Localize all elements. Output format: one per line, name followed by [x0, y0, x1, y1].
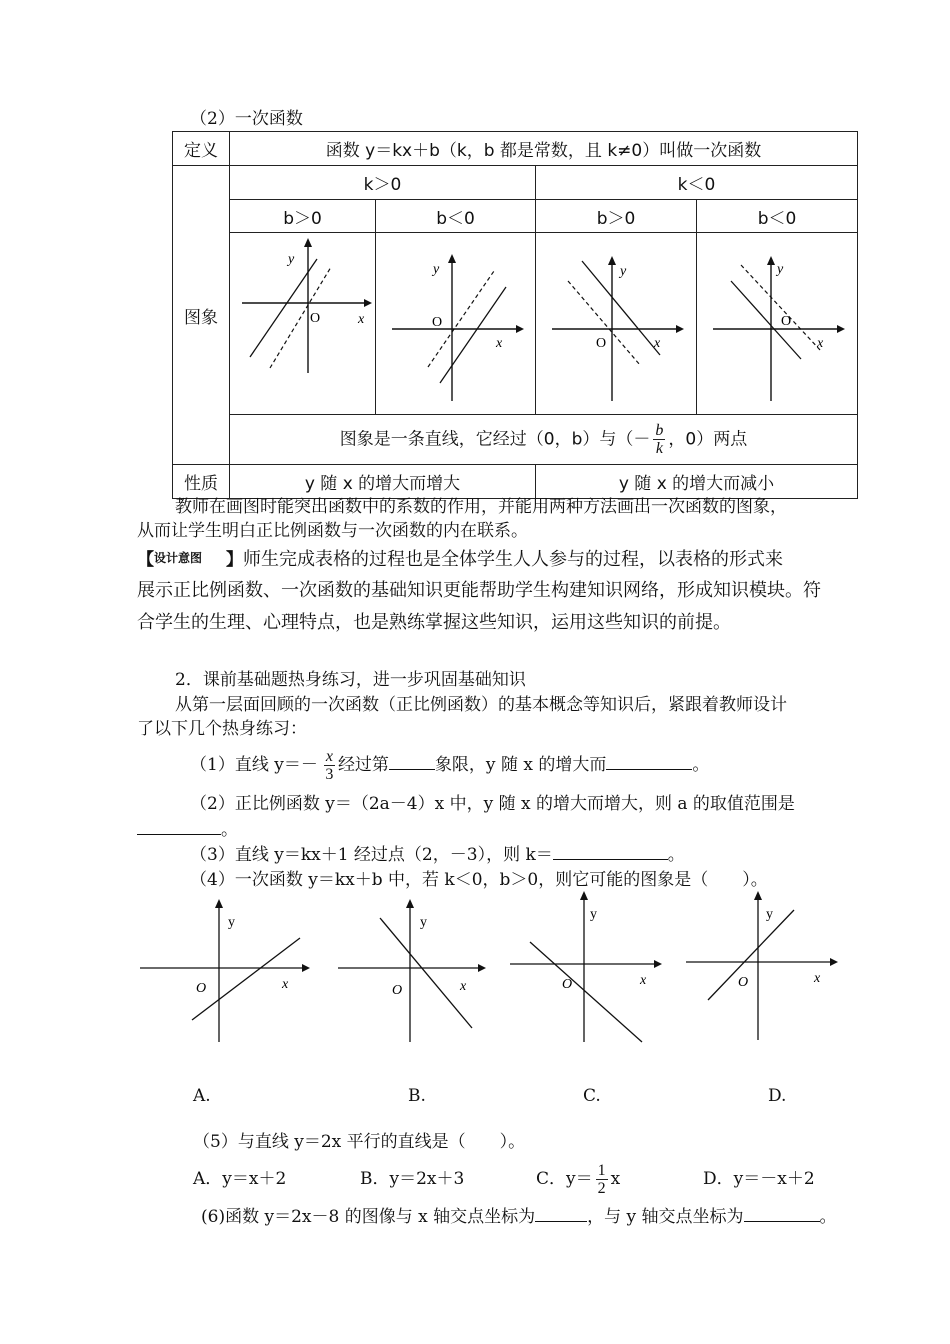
svg-text:O: O	[562, 977, 573, 992]
paragraph-line: 从第一层面回顾的一次函数（正比例函数）的基本概念等知识后，紧跟着教师设计	[175, 695, 787, 715]
option-b-graph	[338, 899, 486, 1042]
linear-function-table	[172, 131, 858, 499]
one-half-fraction: $\frac{1}{2}$	[597, 1162, 606, 1197]
svg-text:x: x	[496, 336, 503, 351]
svg-text:O: O	[432, 315, 443, 330]
svg-text:y: y	[777, 262, 784, 277]
question-4-options-graphs	[130, 890, 860, 1050]
svg-text:y: y	[590, 907, 597, 922]
question-6: (6)函数 y＝2x－8 的图像与 x 轴交点坐标为 ，与 y 轴交点坐标为 。	[201, 1207, 837, 1227]
svg-text:x: x	[460, 979, 467, 994]
graph-kpos-bpos	[230, 233, 376, 415]
question-1: （1）直线 y＝－ $\frac{x}{3}$ 经过第 象限，y 随 x 的增大而 。	[190, 748, 710, 783]
k-positive-header: k＞0	[230, 166, 536, 200]
answer-blank[interactable]	[137, 818, 221, 835]
design-intent-line: 【$^{设计意图}$ 】师生完成表格的过程也是全体学生人人参与的过程，以表格的形式来	[137, 549, 784, 570]
svg-text:O: O	[310, 311, 321, 326]
definition-label: 定义	[173, 132, 230, 166]
q5-option-c[interactable]: C．y＝ $\frac{1}{2}$ x	[536, 1162, 621, 1197]
svg-text:O: O	[738, 975, 749, 990]
answer-blank[interactable]	[606, 753, 692, 770]
svg-text:y: y	[420, 915, 427, 930]
q5-option-a[interactable]: A．y＝x＋2	[193, 1169, 287, 1189]
svg-text:x: x	[814, 971, 821, 986]
q5-option-d[interactable]: D．y＝－x＋2	[703, 1169, 815, 1189]
graph-label: 图象	[173, 166, 230, 465]
b-negative-header: b＜0	[376, 200, 536, 233]
svg-text:x: x	[282, 977, 289, 992]
b-negative-header: b＜0	[697, 200, 858, 233]
answer-blank[interactable]	[535, 1205, 587, 1222]
option-c-graph	[510, 891, 662, 1042]
graph-kneg-bneg	[697, 233, 858, 415]
property-increasing: y 随 x 的增大而增大	[230, 465, 536, 499]
choice-a-label[interactable]: A.	[193, 1086, 211, 1106]
graph-kpos-bneg-svg	[376, 233, 535, 409]
svg-text:x: x	[358, 312, 365, 327]
b-over-k-fraction: $\frac{b}{k}$	[655, 422, 664, 457]
answer-blank[interactable]	[389, 753, 435, 770]
x-over-3-fraction: $\frac{x}{3}$	[325, 748, 334, 783]
b-positive-header: b＞0	[230, 200, 376, 233]
graph-kneg-bpos-svg	[536, 233, 696, 409]
graph-kneg-bneg-svg	[697, 233, 857, 409]
svg-text:O: O	[196, 981, 207, 996]
q5-option-b[interactable]: B．y＝2x＋3	[360, 1169, 465, 1189]
paragraph-line: 了以下几个热身练习：	[137, 719, 307, 739]
option-d-graph	[686, 891, 838, 1040]
question-4: （4）一次函数 y＝kx＋b 中，若 k＜0，b＞0，则它可能的图象是（ ）。	[190, 870, 768, 890]
question-3: （3）直线 y＝kx＋1 经过点（2，－3），则 k＝ 。	[190, 845, 685, 865]
svg-text:y: y	[433, 262, 440, 277]
graph-kpos-bpos-svg	[230, 233, 375, 409]
svg-text:x: x	[817, 336, 824, 351]
property-label: 性质	[173, 465, 230, 499]
section-2-title: 2．课前基础题热身练习，进一步巩固基础知识	[175, 670, 526, 690]
choice-b-label[interactable]: B.	[408, 1086, 426, 1106]
property-decreasing: y 随 x 的增大而减小	[536, 465, 858, 499]
svg-text:O: O	[596, 336, 607, 351]
section-title: （2）一次函数	[190, 109, 303, 129]
paragraph-line: 从而让学生明白正比例函数与一次函数的内在联系。	[137, 521, 528, 541]
design-intent-tag: 设计意图	[154, 551, 203, 565]
question-2: （2）正比例函数 y＝（2a－4）x 中，y 随 x 的增大而增大，则 a 的取值范围是	[190, 794, 795, 814]
svg-text:y: y	[766, 907, 773, 922]
definition-text: 函数 y＝kx＋b（k，b 都是常数，且 k≠0）叫做一次函数	[230, 132, 858, 166]
choice-d-label[interactable]: D.	[768, 1086, 787, 1106]
option-a-graph	[140, 899, 310, 1042]
paragraph-line: 教师在画图时能突出函数中的系数的作用，并能用两种方法画出一次函数的图象，	[175, 497, 787, 517]
answer-blank[interactable]	[553, 843, 668, 860]
answer-blank[interactable]	[744, 1205, 820, 1222]
graph-kpos-bneg	[376, 233, 536, 415]
b-positive-header: b＞0	[536, 200, 697, 233]
svg-text:y: y	[620, 264, 627, 279]
graph-kneg-bpos	[536, 233, 697, 415]
svg-text:y: y	[228, 915, 235, 930]
question-5: （5）与直线 y＝2x 平行的直线是（ ）。	[193, 1132, 526, 1152]
question-2-cont: 。	[137, 817, 238, 843]
k-negative-header: k＜0	[536, 166, 858, 200]
svg-text:O: O	[392, 983, 403, 998]
graph-description: 图象是一条直线，它经过（0，b）与（－ $\frac{b}{k}$ ，0）两点	[230, 415, 858, 465]
svg-text:x: x	[654, 336, 661, 351]
svg-text:y: y	[288, 252, 295, 267]
design-intent-line: 展示正比例函数、一次函数的基础知识更能帮助学生构建知识网络，形成知识模块。符	[137, 580, 821, 601]
design-intent-line: 合学生的生理、心理特点，也是熟练掌握这些知识，运用这些知识的前提。	[137, 612, 731, 633]
svg-text:x: x	[640, 973, 647, 988]
choice-c-label[interactable]: C.	[583, 1086, 601, 1106]
svg-text:O: O	[781, 314, 792, 329]
